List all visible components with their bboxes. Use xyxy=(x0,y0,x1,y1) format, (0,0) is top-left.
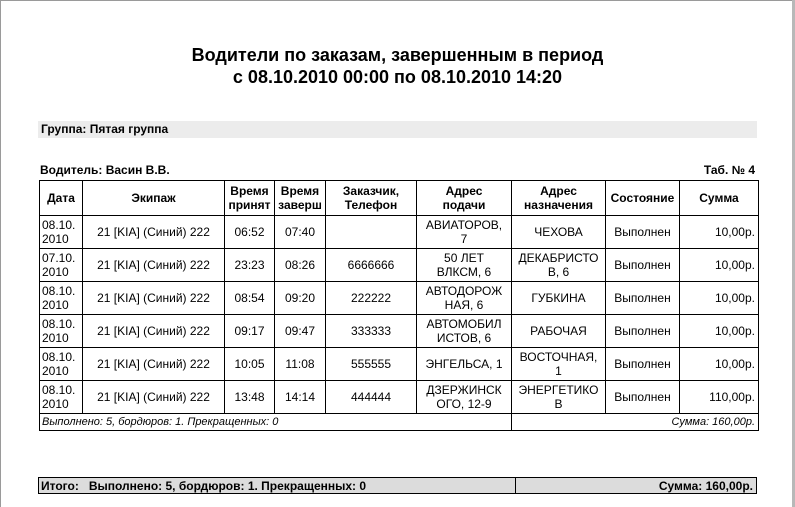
destination-address-cell: ВОСТОЧНАЯ, 1 xyxy=(512,348,606,381)
destination-address-cell: ДЕКАБРИСТО В, 6 xyxy=(512,249,606,282)
col-finished-time-header: Время заверш xyxy=(275,181,326,216)
col-destination-address-header: Адрес назначения xyxy=(512,181,606,216)
totals-summary: Итого: Выполнено: 5, бордюров: 1. Прекращенных: 0 xyxy=(41,479,367,493)
finished-time-cell: 14:14 xyxy=(275,381,326,414)
accepted-time-cell: 13:48 xyxy=(225,381,275,414)
col-pickup-address-header: Адрес подачи xyxy=(417,181,512,216)
pickup-address-cell: ЭНГЕЛЬСА, 1 xyxy=(417,348,512,381)
status-cell: Выполнен xyxy=(606,249,680,282)
totals-divider xyxy=(515,478,516,493)
vehicle-cell: 21 [KIA] (Синий) 222 xyxy=(83,249,225,282)
pickup-address-cell: АВИАТОРОВ, 7 xyxy=(417,216,512,249)
accepted-time-cell: 06:52 xyxy=(225,216,275,249)
date-cell: 08.10. 2010 xyxy=(40,381,83,414)
customer-phone-cell: 444444 xyxy=(326,381,417,414)
driver-tab-number: Таб. № 4 xyxy=(703,163,755,177)
status-cell: Выполнен xyxy=(606,282,680,315)
totals-bar xyxy=(38,477,757,494)
totals-sum: Сумма: 160,00р. xyxy=(658,479,753,493)
accepted-time-cell: 23:23 xyxy=(225,249,275,282)
table-row xyxy=(40,249,759,282)
col-customer-phone-header: Заказчик, Телефон xyxy=(326,181,417,216)
destination-address-cell: РАБОЧАЯ xyxy=(512,315,606,348)
accepted-time-cell: 10:05 xyxy=(225,348,275,381)
customer-phone-cell xyxy=(326,216,417,249)
table-row xyxy=(40,348,759,381)
footer-summary: Выполнено: 5, бордюров: 1. Прекращенных: 0 xyxy=(40,414,512,431)
orders-table xyxy=(39,180,759,431)
vehicle-cell: 21 [KIA] (Синий) 222 xyxy=(83,216,225,249)
driver-name: Водитель: Васин В.В. xyxy=(40,163,170,177)
finished-time-cell: 09:20 xyxy=(275,282,326,315)
col-amount-header: Сумма xyxy=(680,181,759,216)
group-label: Группа: Пятая группа xyxy=(41,122,169,136)
window-top-border xyxy=(0,0,795,1)
destination-address-cell: ГУБКИНА xyxy=(512,282,606,315)
status-cell: Выполнен xyxy=(606,315,680,348)
destination-address-cell: ЭНЕРГЕТИКО В xyxy=(512,381,606,414)
col-vehicle-header: Экипаж xyxy=(83,181,225,216)
report-period: с 08.10.2010 00:00 по 08.10.2010 14:20 xyxy=(232,67,563,87)
customer-phone-cell: 333333 xyxy=(326,315,417,348)
amount-cell: 10,00р. xyxy=(680,216,759,249)
finished-time-cell: 09:47 xyxy=(275,315,326,348)
amount-cell: 10,00р. xyxy=(680,348,759,381)
pickup-address-cell: АВТОМОБИЛ ИСТОВ, 6 xyxy=(417,315,512,348)
amount-cell: 10,00р. xyxy=(680,315,759,348)
pickup-address-cell: АВТОДОРОЖ НАЯ, 6 xyxy=(417,282,512,315)
col-date-header: Дата xyxy=(40,181,83,216)
customer-phone-cell: 6666666 xyxy=(326,249,417,282)
date-cell: 08.10. 2010 xyxy=(40,315,83,348)
destination-address-cell: ЧЕХОВА xyxy=(512,216,606,249)
table-row xyxy=(40,315,759,348)
accepted-time-cell: 08:54 xyxy=(225,282,275,315)
report-title: Водители по заказам, завершенным в период xyxy=(191,45,604,65)
table-row xyxy=(40,282,759,315)
table-row xyxy=(40,381,759,414)
amount-cell: 10,00р. xyxy=(680,282,759,315)
status-cell: Выполнен xyxy=(606,216,680,249)
pickup-address-cell: ДЗЕРЖИНСК ОГО, 12-9 xyxy=(417,381,512,414)
vehicle-cell: 21 [KIA] (Синий) 222 xyxy=(83,282,225,315)
status-cell: Выполнен xyxy=(606,381,680,414)
col-accepted-time-header: Время принят xyxy=(225,181,275,216)
vehicle-cell: 21 [KIA] (Синий) 222 xyxy=(83,348,225,381)
customer-phone-cell: 222222 xyxy=(326,282,417,315)
finished-time-cell: 07:40 xyxy=(275,216,326,249)
status-cell: Выполнен xyxy=(606,348,680,381)
col-status-header: Состояние xyxy=(606,181,680,216)
pickup-address-cell: 50 ЛЕТ ВЛКСМ, 6 xyxy=(417,249,512,282)
table-footer-row xyxy=(40,414,759,431)
date-cell: 08.10. 2010 xyxy=(40,216,83,249)
group-header xyxy=(38,121,757,138)
date-cell: 08.10. 2010 xyxy=(40,282,83,315)
footer-sum: Сумма: 160,00р. xyxy=(512,414,759,431)
table-header-row xyxy=(40,181,759,216)
finished-time-cell: 11:08 xyxy=(275,348,326,381)
table-row xyxy=(40,216,759,249)
amount-cell: 10,00р. xyxy=(680,249,759,282)
date-cell: 07.10. 2010 xyxy=(40,249,83,282)
date-cell: 08.10. 2010 xyxy=(40,348,83,381)
customer-phone-cell: 555555 xyxy=(326,348,417,381)
accepted-time-cell: 09:17 xyxy=(225,315,275,348)
finished-time-cell: 08:26 xyxy=(275,249,326,282)
amount-cell: 110,00р. xyxy=(680,381,759,414)
vehicle-cell: 21 [KIA] (Синий) 222 xyxy=(83,381,225,414)
vehicle-cell: 21 [KIA] (Синий) 222 xyxy=(83,315,225,348)
